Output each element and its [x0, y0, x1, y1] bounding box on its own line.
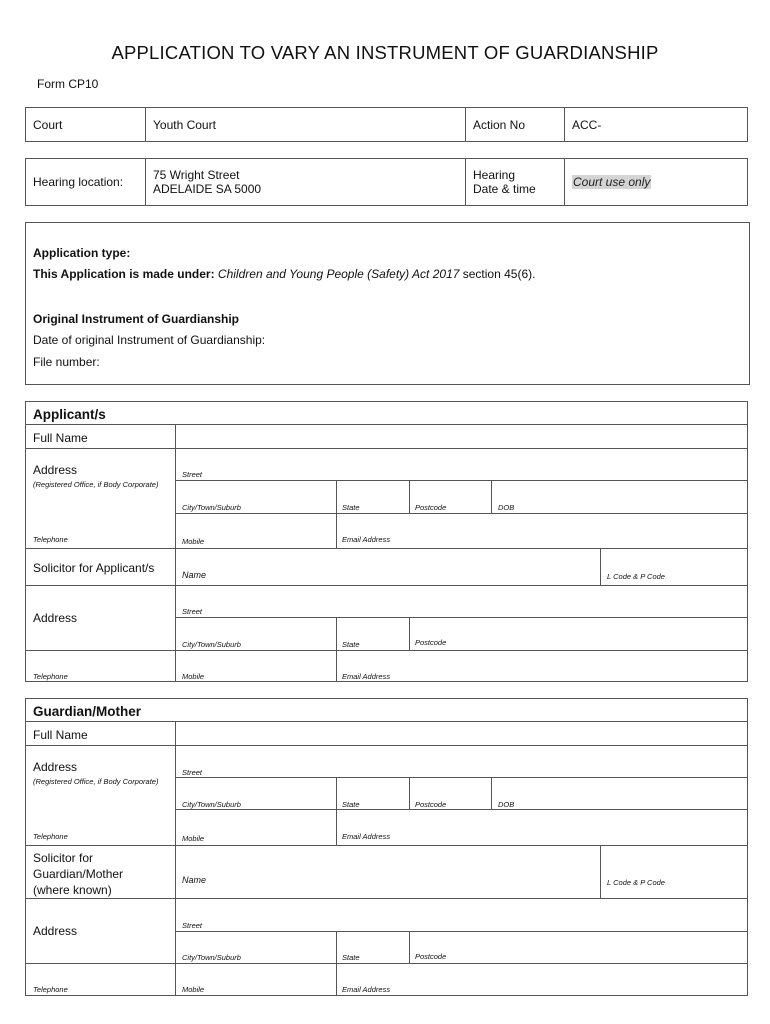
hearing-address-line1: 75 Wright Street — [153, 168, 240, 182]
applicant-section — [25, 401, 748, 682]
mother-state-label: State — [342, 800, 360, 809]
mother-solicitor-email-label: Email Address — [342, 985, 391, 994]
mother-solicitor-street-label: Street — [182, 921, 203, 930]
state-label: State — [342, 503, 360, 512]
city-label: City/Town/Suburb — [182, 503, 241, 512]
solicitor-postcode-label: Postcode — [415, 638, 447, 647]
court-label: Court — [26, 108, 146, 142]
mother-section — [25, 698, 748, 996]
solicitor-city-label: City/Town/Suburb — [182, 640, 241, 649]
page-title: APPLICATION TO VARY AN INSTRUMENT OF GUARDIANSHIP — [111, 42, 659, 63]
full-name-label: Full Name — [33, 431, 88, 445]
hearing-datetime-label — [466, 159, 565, 206]
mother-dob-label: DOB — [498, 800, 515, 809]
mother-solicitor-telephone-label: Telephone — [33, 985, 68, 994]
solicitor-mother-line3: (where known) — [33, 883, 112, 897]
hearing-location-label: Hearing location: — [26, 159, 146, 206]
applicant-heading: Applicant/s — [26, 402, 747, 425]
action-no-label: Action No — [466, 108, 565, 142]
hearing-address-line2: ADELAIDE SA 5000 — [153, 182, 262, 196]
street-label: Street — [182, 470, 203, 479]
solicitor-mother-label — [33, 850, 123, 898]
action-no-value[interactable]: ACC- — [565, 108, 748, 142]
solicitor-email-label: Email Address — [342, 672, 391, 681]
solicitor-street-label: Street — [182, 607, 203, 616]
hearing-label-line1: Hearing — [473, 168, 516, 182]
act-name: Children and Young People (Safety) Act 2017 — [217, 267, 460, 281]
mother-solicitor-address-label: Address — [33, 924, 78, 938]
lcode-label: L Code & P Code — [607, 572, 665, 581]
mother-street-label: Street — [182, 768, 203, 777]
mother-heading: Guardian/Mother — [26, 699, 747, 722]
original-date-label: Date of original Instrument of Guardianship: — [33, 333, 266, 347]
mother-solicitor-state-label: State — [342, 953, 360, 962]
solicitor-telephone-label: Telephone — [33, 672, 68, 681]
telephone-label: Telephone — [33, 535, 68, 544]
mother-solicitor-name-label: Name — [182, 875, 207, 885]
postcode-label: Postcode — [415, 503, 447, 512]
mother-solicitor-mobile-label: Mobile — [182, 985, 205, 994]
solicitor-mobile-label: Mobile — [182, 672, 205, 681]
registered-office-note: (Registered Office, if Body Corporate) — [33, 480, 159, 489]
solicitor-applicant-label: Solicitor for Applicant/s — [33, 561, 155, 575]
mother-solicitor-city-label: City/Town/Suburb — [182, 953, 241, 962]
made-under-line — [33, 267, 535, 281]
mother-lcode-label: L Code & P Code — [607, 878, 665, 887]
mother-address-label: Address — [33, 760, 78, 774]
hearing-label-line2: Date & time — [473, 182, 536, 196]
email-label: Email Address — [342, 535, 391, 544]
made-under-label: This Application is made under: — [33, 267, 215, 281]
mother-solicitor-postcode-label: Postcode — [415, 952, 447, 961]
file-number-label: File number: — [33, 355, 100, 369]
court-value: Youth Court — [146, 108, 466, 142]
solicitor-mother-line1: Solicitor for — [33, 851, 94, 865]
mother-registered-office-note: (Registered Office, if Body Corporate) — [33, 777, 159, 786]
application-box — [25, 222, 750, 385]
court-table — [25, 107, 748, 142]
mother-mobile-label: Mobile — [182, 834, 205, 843]
solicitor-name-label: Name — [182, 570, 207, 580]
solicitor-mother-line2: Guardian/Mother — [33, 867, 124, 881]
mother-full-name-label: Full Name — [33, 728, 88, 742]
court-use-only: Court use only — [573, 175, 651, 189]
act-section: section 45(6). — [459, 267, 536, 281]
solicitor-state-label: State — [342, 640, 360, 649]
mobile-label: Mobile — [182, 537, 205, 546]
mother-postcode-label: Postcode — [415, 800, 447, 809]
mother-email-label: Email Address — [342, 832, 391, 841]
form-number: Form CP10 — [37, 77, 99, 91]
court-use-cell — [565, 159, 748, 206]
address-label: Address — [33, 463, 78, 477]
application-type-label: Application type: — [33, 246, 131, 260]
mother-city-label: City/Town/Suburb — [182, 800, 241, 809]
original-instrument-heading: Original Instrument of Guardianship — [33, 312, 240, 326]
hearing-address — [146, 159, 466, 206]
mother-telephone-label: Telephone — [33, 832, 68, 841]
dob-label: DOB — [498, 503, 515, 512]
hearing-table — [25, 158, 748, 206]
solicitor-address-label: Address — [33, 611, 78, 625]
